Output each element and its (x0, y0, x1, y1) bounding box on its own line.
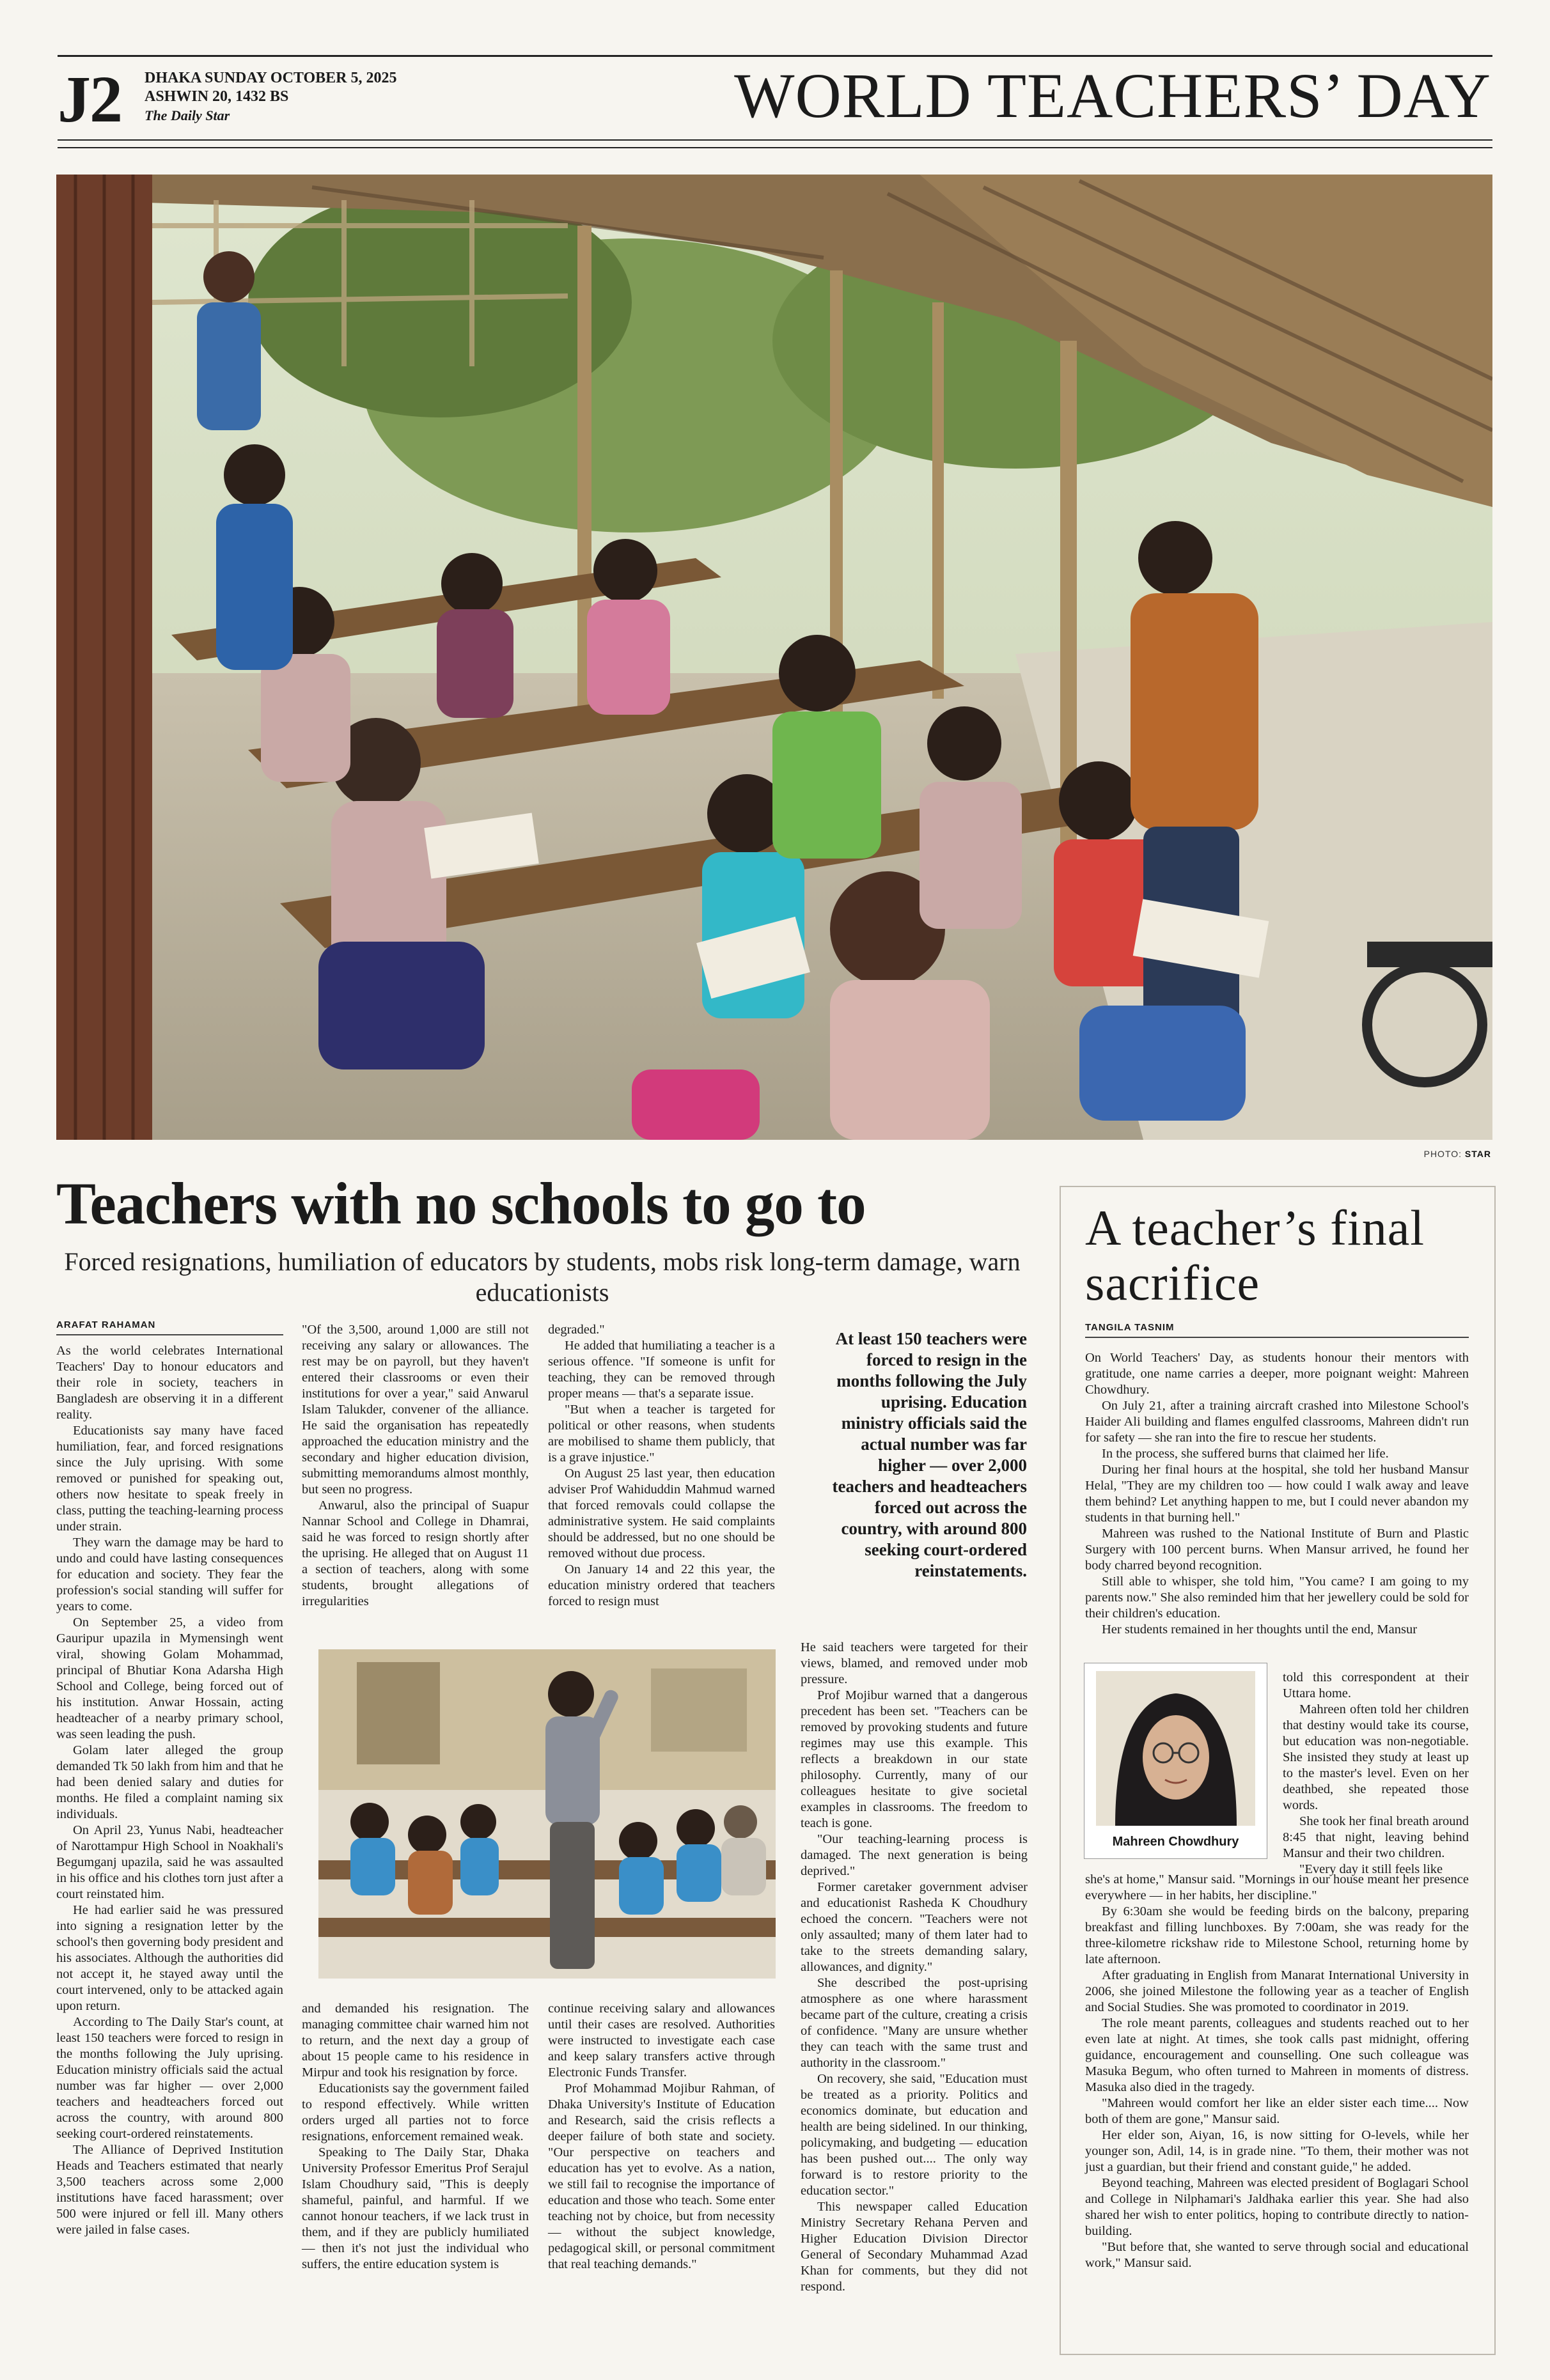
paragraph: They warn the damage may be hard to undo and could have lasting consequences for education and society. They fear the profession's social standing will suffer for years to come. (56, 1536, 283, 1614)
paragraph: Beyond teaching, Mahreen was elected president of Boglagari School and College in Nilphamari's Jaldhaka earlier this year. She had also shared her wish to enter politics, hoping to contribute directly to nation-building. (1085, 2176, 1469, 2238)
paragraph: According to The Daily Star's count, at least 150 teachers were forced to resign in the months following the July uprising. Education ministry officials said the actual number was far higher — over 2,000 teachers and headteachers forced out across the country, with around 800 seeking court-ordered reinstatements. (56, 2015, 283, 2141)
top-rule (58, 55, 1492, 57)
classroom-photo-illustration (56, 175, 1492, 1140)
paragraph: "Of the 3,500, around 1,000 are still not receiving any salary or allowances. The rest may be on payroll, but they haven't entered their classrooms or even their institutions for over a year," said Anwarul Islam Talukder, convener of the alliance. He said the organisation has repeatedly approached the education ministry and the secondary and higher education division, submitting memorandums almost monthly, but seen no progress. (302, 1323, 529, 1497)
paragraph: "Every day it still feels like (1299, 1862, 1443, 1876)
paragraph: continue receiving salary and allowances until their cases are resolved. Authorities were instructed to investigate each case and keep salary transfers active through Electronic Funds Transfer. (548, 2002, 775, 2080)
page-number: J2 (58, 63, 121, 136)
paragraph: "Mahreen would comfort her like an elder sister each time.... Now both of them are gone," Mansur said. (1085, 2096, 1469, 2126)
paragraph: Former caretaker government adviser and educationist Rasheda K Choudhury echoed the concern. "Teachers were not only assaulted; many of them later had to take to the streets demanding salary, allowances, and dignity." (801, 1880, 1028, 1974)
paragraph: "But when a teacher is targeted for political or other reasons, when students are mobilised to shame them publicly, that is a grave injustice." (548, 1403, 775, 1465)
sidebar-byline: TANGILA TASNIM (1085, 1322, 1469, 1338)
sidebar-body-bottom (1085, 1872, 1469, 2271)
paragraph: On World Teachers' Day, as students honour their mentors with gratitude, one name carries a deeper, more poignant weight: Mahreen Chowdhury. (1085, 1351, 1469, 1397)
paragraph: She took her final breath around 8:45 that night, leaving behind Mansur and their two children. (1283, 1814, 1469, 1860)
paragraph: and demanded his resignation. The managing committee chair warned him not to return, and the next day a group of about 15 people came to his residence in Mirpur and took his resignation by force. (302, 2002, 529, 2080)
paragraph: On September 25, a video from Gauripur upazila in Mymensingh went viral, showing Golam Mohammad, principal of Bhutiar Kona Adarsha High School and College, being forced out of his institution. Anwar Hossain, acting headteacher of a nearby primary school, was seen leading the push. (56, 1615, 283, 1741)
portrait-card (1084, 1663, 1267, 1859)
paragraph: She described the post-uprising atmosphere as one where harassment became part of the culture, creating a crisis of confidence. "Many are unsure whether they can teach with the same trust and authority in the classroom." (801, 1976, 1028, 2070)
bangla-dateline: ASHWIN 20, 1432 BS (145, 88, 289, 105)
inset-photo (318, 1649, 776, 1979)
paragraph: On August 25 last year, then education adviser Prof Wahiduddin Mahmud warned that forced removals could collapse the administrative system. He said complaints should be addressed, but no one should be removed without due process. (548, 1466, 775, 1560)
paragraph: Speaking to The Daily Star, Dhaka University Professor Emeritus Prof Serajul Islam Choudhury said, "This is deeply shameful, painful, and harmful. If we cannot honour teachers, if we lack trust in them, and if they are publicly humiliated — then it's not just the individual who suffers, the entire education system is (302, 2145, 529, 2271)
paragraph: He said teachers were targeted for their views, blamed, and removed under mob pressure. (801, 1640, 1028, 1686)
paragraph: The Alliance of Deprived Institution Heads and Teachers estimated that nearly 3,500 teachers across some 2,000 institutions have faced harassment; over 500 were injured or fell ill. Many others were jailed in false cases. (56, 2143, 283, 2237)
photo-credit-label: PHOTO: (1423, 1149, 1462, 1159)
paragraph: she's at home," Mansur said. "Mornings in our house meant her presence everywhere — in her habits, her discipline." (1085, 1872, 1469, 1902)
main-subhead: Forced resignations, humiliation of educators by students, mobs risk long-term damage, warn educationists (64, 1247, 1021, 1307)
paragraph: He had earlier said he was pressured into signing a resignation letter by the school's then governing body president and his associates. Although the authorities did not accept it, he stayed away until the court intervened, only to be attacked again upon return. (56, 1903, 283, 2013)
masthead-rule-lower (58, 147, 1492, 148)
paragraph: This newspaper called Education Ministry Secretary Rehana Perven and Higher Education Division Director General of Secondary Muhammad Azad Khan for comments, but they did not respond. (801, 2200, 1028, 2294)
paragraph: "Our teaching-learning process is damaged. The next generation is being deprived." (801, 1832, 1028, 1878)
paragraph: During her final hours at the hospital, she told her husband Mansur Helal, "They are my children too — how could I walk away and leave them behind? Let anything happen to me, but I could never abandon my students in that burning hell." (1085, 1463, 1469, 1525)
main-column-1 (56, 1319, 283, 2238)
pull-quote: At least 150 teachers were forced to resign in the months following the July uprising. Education ministry officials said the actual number was far higher — over 2,000 teachers and headteachers forced out across the country, with around 800 seeking court-ordered reinstatements. (832, 1329, 1027, 1580)
paragraph: told this correspondent at their Uttara home. (1283, 1670, 1469, 1700)
paragraph: On April 23, Yunus Nabi, headteacher of Narottampur High School in Noakhali's Begumganj upazila, said he was assaulted in his office and his clothes torn just after a court reinstated him. (56, 1823, 283, 1901)
paragraph: Mahreen was rushed to the National Institute of Burn and Plastic Surgery with 100 percent burns. When Mansur arrived, he found her body charred beyond recognition. (1085, 1527, 1469, 1573)
paragraph: The role meant parents, colleagues and students reached out to her even late at night. At times, she took calls past midnight, offering guidance, encouragement and counselling. One such colleague was Masuka Begum, who often turned to Mahreen in moments of distress. Masuka also died in the tragedy. (1085, 2016, 1469, 2094)
paragraph: By 6:30am she would be feeding birds on the balcony, preparing breakfast and filling lunchboxes. By 7:00am, she was ready for the three-kilometre rickshaw ride to Milestone School, returning home by late afternoon. (1085, 1904, 1469, 1966)
main-col2-top (302, 1322, 529, 1610)
sidebar-title: A teacher’s final sacrifice (1085, 1200, 1425, 1311)
main-byline: ARAFAT RAHAMAN (56, 1319, 283, 1335)
sidebar-body-top (1085, 1350, 1469, 1638)
masthead-rule (58, 139, 1492, 141)
main-col4 (801, 1640, 1028, 2295)
dateline: DHAKA SUNDAY OCTOBER 5, 2025 (145, 70, 397, 86)
paper-name: The Daily Star (145, 107, 230, 123)
paragraph: Prof Mohammad Mojibur Rahman, of Dhaka University's Institute of Education and Research, said the crisis reflects a deeper failure of both state and society. "Our perspective on teachers and education has yet to evolve. As a nation, we still fail to recognise the importance of education and those who teach. Some enter teaching not by choice, but from necessity — without the subject knowledge, pedagogical skill, or personal commitment that real teaching demands." (548, 2081, 775, 2271)
paragraph: In the process, she suffered burns that claimed her life. (1102, 1447, 1389, 1461)
photo-credit-source: STAR (1464, 1149, 1491, 1159)
section-title: WORLD TEACHERS’ DAY (734, 60, 1491, 131)
main-col1-body (56, 1343, 283, 2238)
portrait-photo (1096, 1671, 1255, 1826)
paragraph: Educationists say many have faced humiliation, fear, and forced resignations since the July uprising. With some removed or punished for speaking out, others now hesitate to speak freely in class, putting the teaching-learning process under strain. (56, 1424, 283, 1534)
sidebar-body-wrap (1283, 1670, 1469, 1878)
paragraph: As the world celebrates International Teachers' Day to honour educators and their role in society, teachers in Bangladesh are observing it in a different reality. (56, 1344, 283, 1422)
main-col2-bottom (302, 2001, 529, 2273)
paragraph: After graduating in English from Manarat International University in 2006, she joined Milestone the following year as a teacher of English and Social Studies. She was promoted to coordinator in 2019. (1085, 1968, 1469, 2014)
paragraph: degraded." (548, 1323, 605, 1337)
paragraph: On recovery, she said, "Education must be treated as a priority. Politics and economics dominate, but education and health are being sidelined. In our thinking, policymaking, and budgeting — education has been pushed out.... The only way forward is to restore priority to the education sector." (801, 2072, 1028, 2198)
paragraph: Her students remained in her thoughts until the end, Mansur (1102, 1622, 1418, 1637)
paragraph: He added that humiliating a teacher is a serious offence. "If someone is unfit for teaching, they can be removed through proper means — that's a separate issue. (548, 1339, 775, 1401)
paragraph: Her elder son, Aiyan, 16, is now sitting for O-levels, while her younger son, Adil, 14, is in grade nine. "To them, their mother was not just a guardian, but their friend and constant guide," he added. (1085, 2128, 1469, 2174)
teacher-classroom-photo-illustration (318, 1649, 776, 1979)
paragraph: Anwarul, also the principal of Suapur Nannar School and College in Dhamrai, said he was forced to resign shortly after the uprising. He alleged that on August 11 a section of teachers, along with some students, brought allegations of irregularities (302, 1498, 529, 1608)
paragraph: Educationists say the government failed to respond effectively. While written orders urged all parties not to force resignations, enforcement remained weak. (302, 2081, 529, 2143)
paragraph: "But before that, she wanted to serve through social and educational work," Mansur said. (1085, 2240, 1469, 2270)
paragraph: Mahreen often told her children that destiny would take its course, but education was non-negotiable. She insisted they study at least up to the master's level. Even on her deathbed, she repeated those words. (1283, 1702, 1469, 1812)
date-block (145, 69, 397, 125)
main-col3-top (548, 1322, 775, 1610)
photo-credit (1424, 1149, 1491, 1159)
paragraph: On July 21, after a training aircraft crashed into Milestone School's Haider Ali building and flames engulfed classrooms, Mahreen didn't run for safety — she ran into the fire to rescue her students. (1085, 1399, 1469, 1445)
paragraph: Prof Mojibur warned that a dangerous precedent has been set. "Teachers can be removed by provoking students and future regimes may use this example. This reflects a breakdown in our state philosophy. Currently, many of our colleagues hesitate to give societal examples in classrooms. The freedom to teach is gone. (801, 1688, 1028, 1830)
hero-photo (56, 175, 1492, 1140)
main-col3-bottom (548, 2001, 775, 2273)
portrait-caption: Mahreen Chowdhury (1112, 1835, 1239, 1849)
sidebar-byline-wrap (1085, 1322, 1469, 1338)
portrait-illustration (1096, 1671, 1255, 1826)
paragraph: Golam later alleged the group demanded Tk 50 lakh from him and that he had been denied salary and duties for months. He filed a complaint naming six individuals. (56, 1743, 283, 1821)
paragraph: On January 14 and 22 this year, the education ministry ordered that teachers forced to resign must (548, 1562, 775, 1608)
paragraph: Still able to whisper, she told him, "You came? I am going to my parents now." She also reminded him that her jewellery could be sold for their children's education. (1085, 1575, 1469, 1621)
main-headline: Teachers with no schools to go to (56, 1171, 866, 1237)
